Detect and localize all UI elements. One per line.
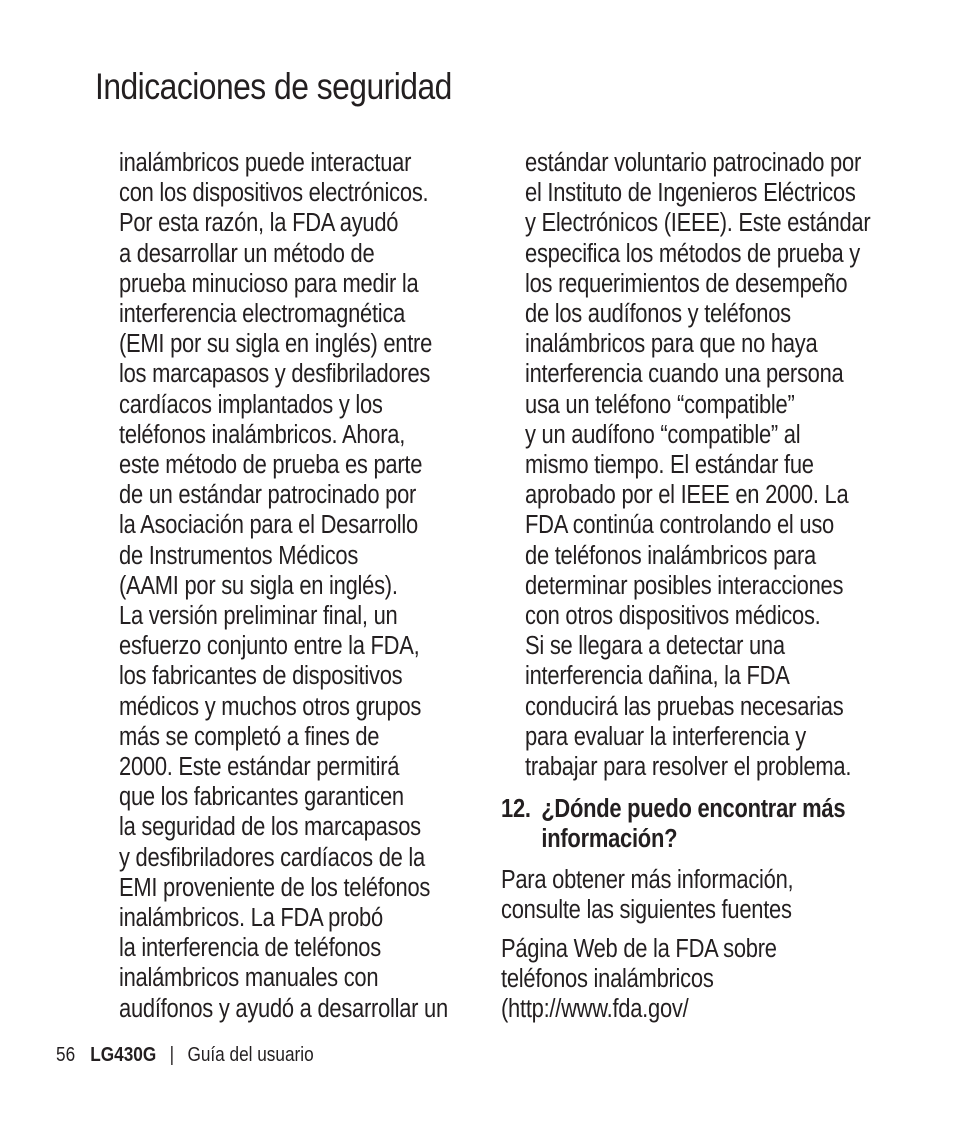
- body-text-line: con los dispositivos electrónicos.: [119, 179, 429, 208]
- left-column-text: [119, 148, 501, 1024]
- body-text-line: más se completó a fines de: [119, 722, 380, 751]
- paragraph-line: teléfonos inalámbricos: [501, 965, 714, 994]
- body-text-line: Si se llegara a detectar una: [525, 632, 785, 661]
- body-text-line: EMI proveniente de los teléfonos: [119, 873, 431, 902]
- body-text-line: inalámbricos puede interactuar: [119, 149, 412, 177]
- section-heading: [501, 794, 901, 854]
- body-text-line: usa un teléfono “compatible”: [525, 390, 795, 419]
- body-text-line: inalámbricos para que no haya: [525, 330, 818, 359]
- body-text-line: audífonos y ayudó a desarrollar un: [119, 994, 448, 1023]
- body-text-line: de Instrumentos Médicos: [119, 541, 359, 570]
- body-text-line: que los fabricantes garanticen: [119, 783, 404, 812]
- right-column-text: [525, 148, 927, 782]
- body-text-line: estándar voluntario patrocinado por: [525, 149, 861, 177]
- body-text-line: interferencia electromagnética: [119, 300, 406, 329]
- section-number: 12.: [501, 795, 531, 823]
- page-title: Indicaciones de seguridad: [95, 66, 452, 107]
- body-text-line: médicos y muchos otros grupos: [119, 692, 422, 721]
- body-text-line: y desfibriladores cardíacos de la: [119, 843, 425, 872]
- paragraph-line: consulte las siguientes fuentes: [501, 896, 792, 925]
- body-text-line: determinar posibles interacciones: [525, 571, 844, 600]
- footer-separator: |: [169, 1044, 175, 1066]
- body-text-line: conducirá las pruebas necesarias: [525, 692, 844, 721]
- body-text-line: para evaluar la interferencia y: [525, 722, 806, 751]
- page-number: 56: [56, 1044, 76, 1066]
- body-text-line: a desarrollar un método de: [119, 239, 375, 268]
- paragraph-line: Página Web de la FDA sobre: [501, 935, 777, 963]
- body-text-line: este método de prueba es parte: [119, 451, 423, 480]
- info-paragraph: [501, 865, 841, 925]
- body-text-line: mismo tiempo. El estándar fue: [525, 451, 814, 480]
- body-text-line: y un audífono “compatible” al: [525, 420, 801, 449]
- paragraph-line: (http://www.fda.gov/: [501, 995, 689, 1024]
- body-text-line: de un estándar patrocinado por: [119, 481, 417, 510]
- page-footer: [56, 1044, 314, 1067]
- body-text-line: interferencia dañina, la FDA: [525, 662, 790, 691]
- body-text-line: La versión preliminar final, un: [119, 602, 398, 631]
- section-heading-text-2: información?: [541, 825, 678, 854]
- body-text-line: esfuerzo conjunto entre la FDA,: [119, 632, 420, 661]
- body-text-line: Por esta razón, la FDA ayudó: [119, 209, 399, 238]
- body-text-line: inalámbricos. La FDA probó: [119, 904, 383, 933]
- body-text-line: de teléfonos inalámbricos para: [525, 541, 816, 570]
- body-text-line: la Asociación para el Desarrollo: [119, 511, 418, 540]
- body-text-line: los marcapasos y desfibriladores: [119, 360, 431, 389]
- body-text-line: (AAMI por su sigla en inglés).: [119, 571, 398, 600]
- body-text-line: la interferencia de teléfonos: [119, 934, 381, 963]
- body-text-line: el Instituto de Ingenieros Eléctricos: [525, 179, 856, 208]
- body-text-line: especifica los métodos de prueba y: [525, 239, 861, 268]
- body-text-line: con otros dispositivos médicos.: [525, 602, 821, 631]
- body-text-line: FDA continúa controlando el uso: [525, 511, 834, 540]
- body-text-line: aprobado por el IEEE en 2000. La: [525, 481, 849, 510]
- body-text-line: los fabricantes de dispositivos: [119, 662, 403, 691]
- guide-title: Guía del usuario: [187, 1044, 314, 1066]
- section-heading-line: [501, 794, 845, 824]
- section-heading-text-1: ¿Dónde puedo encontrar más: [541, 795, 846, 823]
- body-text-line: de los audífonos y teléfonos: [525, 300, 791, 329]
- model-name: LG430G: [90, 1044, 157, 1066]
- body-text-line: 2000. Este estándar permitirá: [119, 753, 400, 782]
- body-text-line: y Electrónicos (IEEE). Este estándar: [525, 209, 871, 238]
- body-text-line: prueba minucioso para medir la: [119, 269, 419, 298]
- body-text-line: inalámbricos manuales con: [119, 964, 379, 993]
- body-text-line: los requerimientos de desempeño: [525, 269, 848, 298]
- body-text-line: teléfonos inalámbricos. Ahora,: [119, 420, 406, 449]
- body-text-line: trabajar para resolver el problema.: [525, 753, 852, 782]
- body-text-line: cardíacos implantados y los: [119, 390, 383, 419]
- body-text-line: (EMI por su sigla en inglés) entre: [119, 330, 433, 359]
- paragraph-line: Para obtener más información,: [501, 866, 794, 894]
- body-text-line: la seguridad de los marcapasos: [119, 813, 421, 842]
- fda-website-paragraph: [501, 934, 822, 1025]
- body-text-line: interferencia cuando una persona: [525, 360, 844, 389]
